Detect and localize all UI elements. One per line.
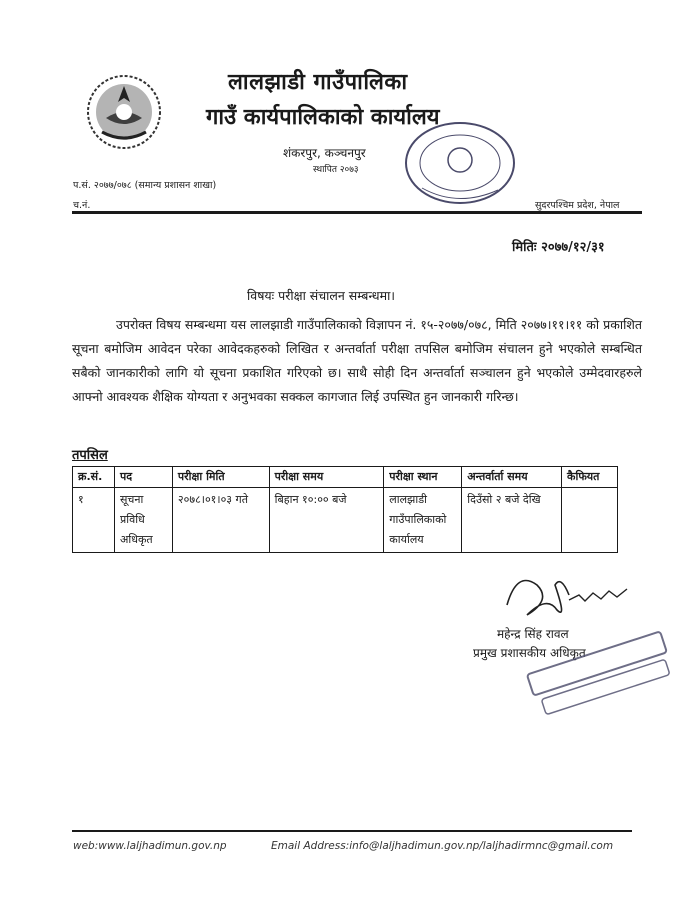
table-header-row — [73, 467, 618, 488]
nepal-emblem-logo — [84, 72, 164, 152]
footer-divider — [72, 830, 632, 832]
table-cell: लालझाडी गाउँपालिकाको कार्यालय — [384, 488, 462, 553]
schedule-table — [72, 466, 618, 553]
table-cell: बिहान १०:०० बजे — [269, 488, 384, 553]
province-name: सुदरपश्चिम प्रदेश, नेपाल — [535, 200, 620, 211]
signatory-name: महेन्द्र सिंह रावल — [497, 627, 569, 641]
column-header: परीक्षा स्थान — [384, 467, 462, 488]
column-header: परीक्षा मिति — [172, 467, 269, 488]
office-address: शंकरपुर, कञ्चनपुर — [283, 146, 366, 160]
column-header: क्र.सं. — [73, 467, 115, 488]
dispatch-number: च.नं. — [73, 200, 91, 211]
table-row — [73, 488, 618, 553]
notice-body-text: उपरोक्त विषय सम्बन्धमा यस लालझाडी गाउँपालिकाको विज्ञापन नं. १५-२०७७/०७८, मिति २०७७।११।११ को प्रकाशित सूचना बमोजिम आवेदन परेका आवेदकहरुको लिखित र अन्तर्वार्ता परीक्षा तपसिल बमोजिम संचालन हुने भएकोले सम्बन्धित सबैको जानकारीको लागि यो सूचना प्रकाशित गरिएको छ। साथै सोही दिन अन्तर्वार्ता सञ्चालन हुने भएकोले उम्मेदवारहरुले आफ्नो आवश्यक शैक्षिक योग्यता र अनुभवका सक्कल कागजात लिई उपस्थित हुन जानकारी गरिन्छ। — [72, 317, 642, 404]
table-cell: सूचना प्रविधि अधिकृत — [114, 488, 172, 553]
column-header: अन्तर्वार्ता समय — [462, 467, 562, 488]
header-divider — [72, 211, 642, 214]
signatory-title: प्रमुख प्रशासकीय अधिकृत — [473, 646, 586, 660]
reference-number: प.सं. २०७७/०७८ (समान्य प्रशासन शाखा) — [73, 180, 217, 191]
municipality-name: लालझाडी गाउँपालिका — [228, 70, 408, 95]
schedule-heading: तपसिल — [72, 448, 108, 463]
website-link[interactable]: web:www.laljhadimun.gov.np — [73, 840, 227, 852]
office-round-stamp — [398, 118, 518, 213]
notice-subject: विषयः परीक्षा संचालन सम्बन्धमा। — [247, 288, 396, 303]
table-cell: दिउँसो २ बजे देखि — [462, 488, 562, 553]
established-year: स्थापित २०७३ — [313, 165, 359, 175]
table-cell: १ — [73, 488, 115, 553]
column-header: परीक्षा समय — [269, 467, 384, 488]
table-cell — [562, 488, 618, 553]
column-header: पद — [114, 467, 172, 488]
notice-date: मितिः २०७७/१२/३१ — [512, 240, 605, 255]
column-header: कैफियत — [562, 467, 618, 488]
notice-body — [72, 313, 642, 409]
officer-name-stamp — [520, 618, 680, 728]
table-cell: २०७८।०१।०३ गते — [172, 488, 269, 553]
email-address[interactable]: Email Address:info@laljhadimun.gov.np/laljhadirmnc@gmail.com — [271, 840, 614, 852]
office-name: गाउँ कार्यपालिकाको कार्यालय — [206, 105, 440, 130]
